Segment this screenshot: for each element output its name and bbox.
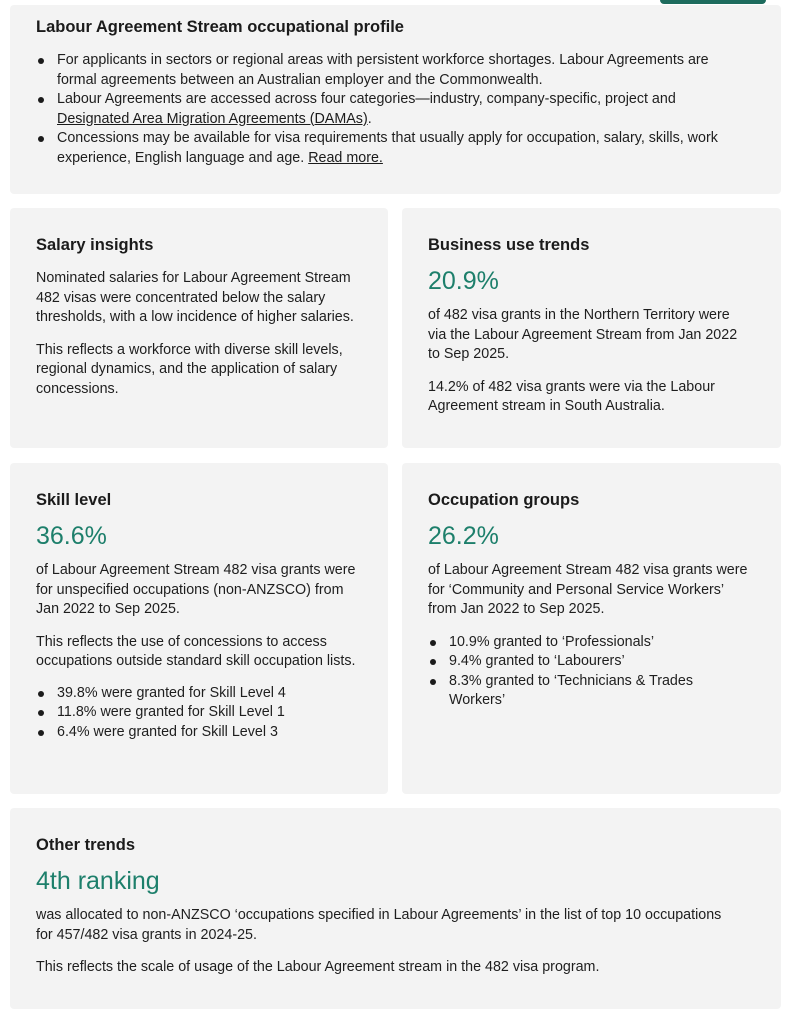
business-text: of 482 visa grants in the Northern Territory were via the Labour Agreement Stream from Jan 2022 to Sep 2025. xyxy=(428,307,738,362)
list-item: 8.3% granted to ‘Technicians & Trades Workers’ xyxy=(428,672,728,711)
skill-list xyxy=(36,684,362,743)
skill-text: of Labour Agreement Stream 482 visa grants were for unspecified occupations (non-ANZSCO) from Jan 2022 to Sep 2025. xyxy=(36,562,356,617)
profile-list xyxy=(36,51,751,168)
read-more-link[interactable]: Read more. xyxy=(308,149,383,166)
top-tab[interactable] xyxy=(660,0,766,4)
list-item: 11.8% were granted for Skill Level 1 xyxy=(36,703,362,723)
other-text: This reflects the scale of usage of the Labour Agreement stream in the 482 visa program. xyxy=(36,959,600,975)
business-text: 14.2% of 482 visa grants were via the Labour Agreement stream in South Australia. xyxy=(428,378,715,414)
salary-card xyxy=(10,208,388,448)
salary-text: This reflects a workforce with diverse skill levels, regional dynamics, and the application of salary concessions. xyxy=(36,341,343,397)
skill-stat: 36.6% xyxy=(36,522,107,550)
profile-bullet xyxy=(36,129,751,168)
occupation-text: of Labour Agreement Stream 482 visa grants were for ‘Community and Personal Service Workers’ from Jan 2022 to Sep 2025. xyxy=(428,562,748,617)
profile-title: Labour Agreement Stream occupational profile xyxy=(36,18,404,36)
profile-bullet-text: . xyxy=(367,110,372,127)
business-stat: 20.9% xyxy=(428,267,499,295)
profile-card xyxy=(10,5,781,194)
list-item: 39.8% were granted for Skill Level 4 xyxy=(36,684,362,704)
other-card xyxy=(10,808,781,1009)
other-text: was allocated to non-ANZSCO ‘occupations specified in Labour Agreements’ in the list of top 10 occupations for 457/482 visa grants in 2024-25. xyxy=(36,907,722,943)
business-title: Business use trends xyxy=(428,236,590,254)
list-item: 6.4% were granted for Skill Level 3 xyxy=(36,723,362,743)
skill-card xyxy=(10,463,388,794)
occupation-stat: 26.2% xyxy=(428,522,499,550)
profile-bullet-text: Labour Agreements are accessed across four categories—industry, company-specific, project and xyxy=(57,91,676,107)
skill-text: This reflects the use of concessions to access occupations outside standard skill occupation lists. xyxy=(36,633,356,669)
other-stat: 4th ranking xyxy=(36,867,160,895)
profile-bullet-text: Concessions may be available for visa requirements that usually apply for occupation, salary, skills, work experience, English language and age. xyxy=(57,130,718,166)
other-title: Other trends xyxy=(36,836,136,854)
profile-bullet: For applicants in sectors or regional areas with persistent workforce shortages. Labour Agreements are formal agreements between an Australian employer and the Commonwealth. xyxy=(36,51,751,90)
profile-bullet xyxy=(36,90,751,129)
skill-title: Skill level xyxy=(36,491,112,509)
business-card xyxy=(402,208,781,448)
occupation-list xyxy=(428,633,728,711)
occupation-card xyxy=(402,463,781,794)
dama-link[interactable]: Designated Area Migration Agreements (DAMAs) xyxy=(57,110,368,127)
list-item: 10.9% granted to ‘Professionals’ xyxy=(428,633,728,653)
salary-title: Salary insights xyxy=(36,236,154,254)
salary-text: Nominated salaries for Labour Agreement Stream 482 visas were concentrated below the salary thresholds, with a low incidence of higher salaries. xyxy=(36,270,354,325)
occupation-title: Occupation groups xyxy=(428,491,580,509)
list-item: 9.4% granted to ‘Labourers’ xyxy=(428,652,728,672)
